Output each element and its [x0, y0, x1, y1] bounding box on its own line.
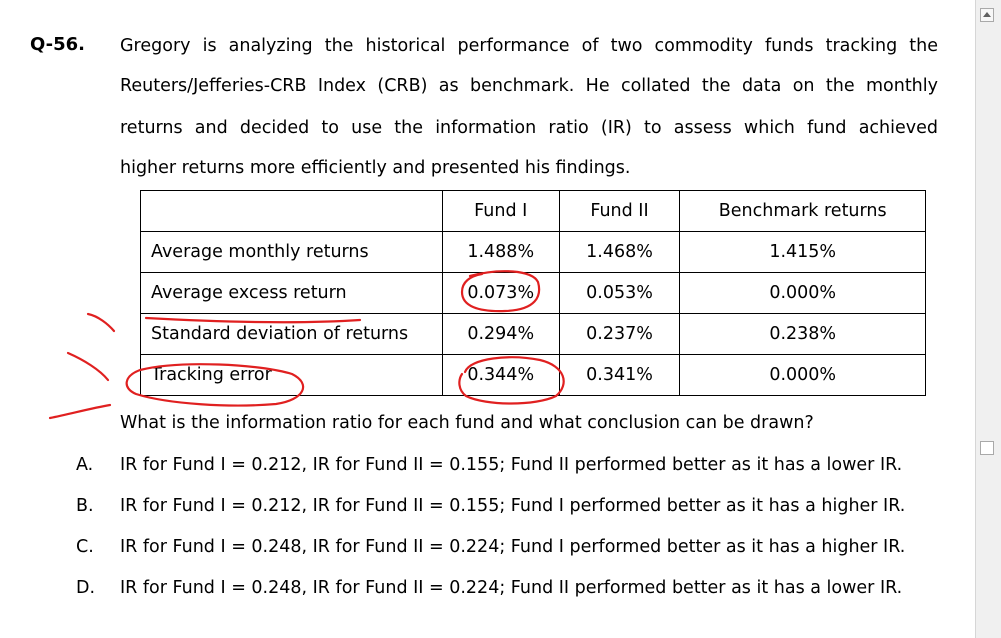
- table-cell: 0.073%: [442, 273, 559, 314]
- option-text: IR for Fund I = 0.212, IR for Fund II = 0.155; Fund II performed better as it has a lower IR.: [120, 455, 903, 475]
- option-letter: C.: [76, 537, 94, 557]
- question-stem-line-1: Gregory is analyzing the historical performance of two commodity funds tracking the: [120, 36, 938, 56]
- table-header-cell: Benchmark returns: [680, 191, 926, 232]
- table-header-cell: [141, 191, 443, 232]
- table-header-cell: Fund I: [442, 191, 559, 232]
- table-cell: 0.053%: [559, 273, 680, 314]
- table-cell: 0.000%: [680, 355, 926, 396]
- scroll-thumb[interactable]: [980, 441, 994, 455]
- question-stem-line-2: Reuters/Jefferies-CRB Index (CRB) as benchmark. He collated the data on the monthly: [120, 76, 938, 96]
- question-stem-line-4: higher returns more efficiently and presented his findings.: [120, 158, 631, 178]
- scroll-up-button[interactable]: [980, 8, 994, 22]
- vertical-scrollbar[interactable]: [975, 0, 1001, 638]
- table-row: [141, 273, 926, 314]
- table-row: [141, 232, 926, 273]
- option-letter: A.: [76, 455, 94, 475]
- table-header-cell: Fund II: [559, 191, 680, 232]
- table-cell: 0.000%: [680, 273, 926, 314]
- table-cell: 1.488%: [442, 232, 559, 273]
- table-cell: 0.341%: [559, 355, 680, 396]
- table-cell: 1.415%: [680, 232, 926, 273]
- annotation-tick-2: [68, 353, 108, 380]
- table-row-label: Standard deviation of returns: [141, 314, 443, 355]
- option-text: IR for Fund I = 0.212, IR for Fund II = 0.155; Fund I performed better as it has a higher IR.: [120, 496, 906, 516]
- question-stem-line-3: returns and decided to use the information ratio (IR) to assess which fund achieved: [120, 118, 938, 138]
- chevron-up-icon: [983, 12, 991, 17]
- annotation-tick-3: [50, 405, 110, 418]
- table-row: [141, 355, 926, 396]
- table-cell: 1.468%: [559, 232, 680, 273]
- table-cell: 0.294%: [442, 314, 559, 355]
- question-number: Q-56.: [30, 34, 85, 55]
- fund-data-table: [140, 190, 926, 396]
- table-cell: 0.237%: [559, 314, 680, 355]
- annotation-tick-1: [88, 314, 114, 331]
- option-text: IR for Fund I = 0.248, IR for Fund II = 0.224; Fund II performed better as it has a lower IR.: [120, 578, 903, 598]
- option-letter: B.: [76, 496, 94, 516]
- table-row-label: Average excess return: [141, 273, 443, 314]
- table-row: [141, 314, 926, 355]
- table-header-row: [141, 191, 926, 232]
- table-row-label: Tracking error: [141, 355, 443, 396]
- table-row-label: Average monthly returns: [141, 232, 443, 273]
- option-letter: D.: [76, 578, 96, 598]
- option-text: IR for Fund I = 0.248, IR for Fund II = 0.224; Fund I performed better as it has a higher IR.: [120, 537, 906, 557]
- table-cell: 0.344%: [442, 355, 559, 396]
- question-prompt: What is the information ratio for each fund and what conclusion can be drawn?: [120, 413, 814, 433]
- table-cell: 0.238%: [680, 314, 926, 355]
